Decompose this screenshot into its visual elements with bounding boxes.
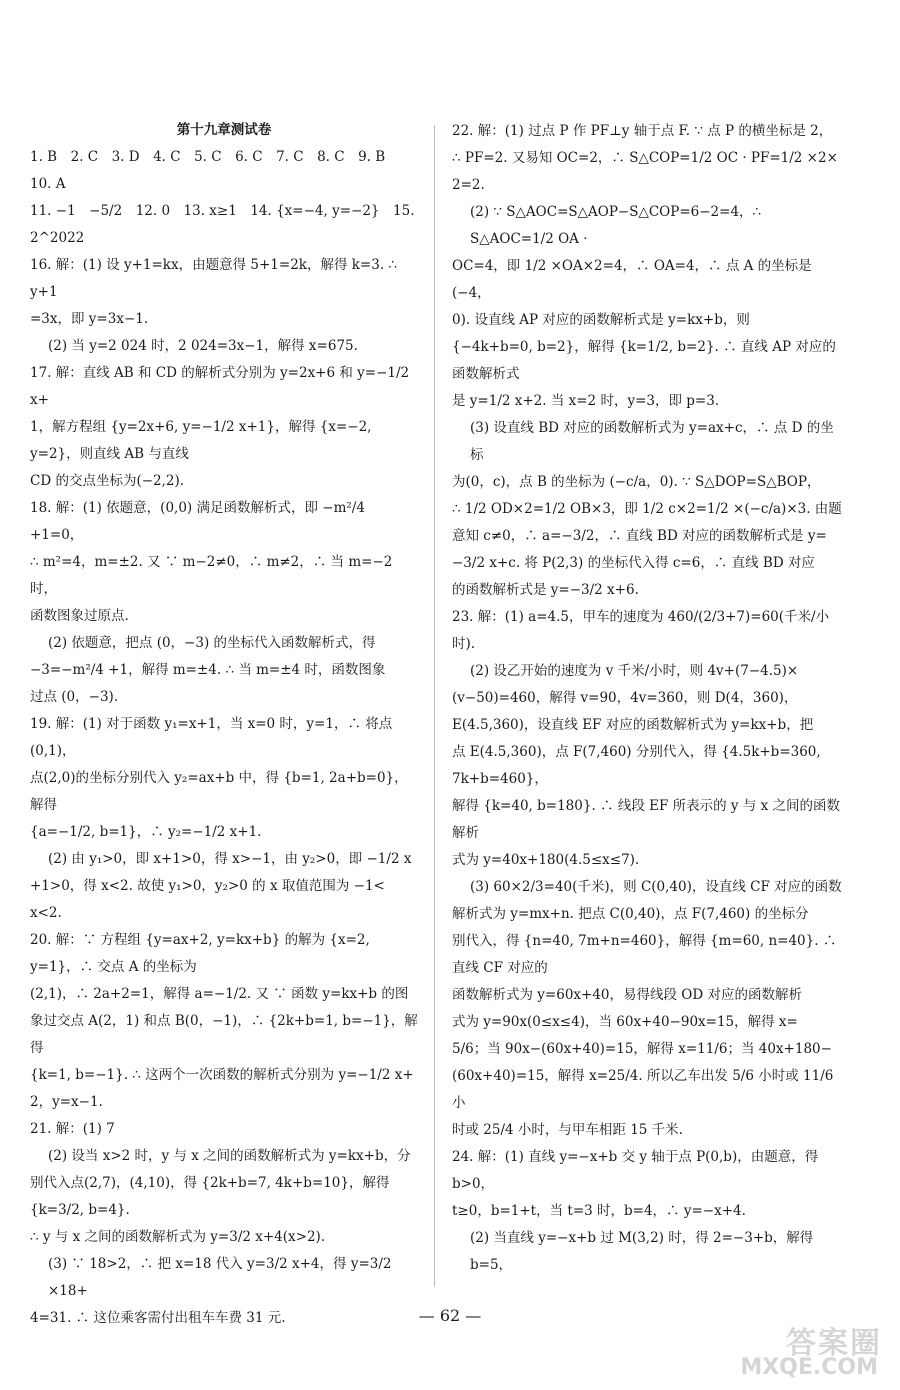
answer-line: 时或 25/4 小时，与甲车相距 15 千米. (452, 1122, 683, 1138)
answer-line: 为(0，c)，点 B 的坐标为 (−c/a，0). ∵ S△DOP=S△BOP， (452, 474, 821, 490)
answer-line: 22. 解：(1) 过点 P 作 PF⊥y 轴于点 F. ∵ 点 P 的横坐标是 2， (452, 123, 833, 139)
answer-line: 是 y=1/2 x+2. 当 x=2 时，y=3，即 p=3. (452, 393, 720, 409)
answer-line: (v−50)=460，解得 v=90，4v=360，则 D(4，360)， (452, 690, 798, 706)
answer-line: 过点 (0，−3). (30, 689, 119, 705)
answer-line: 式为 y=40x+180(4.5≤x≤7). (452, 852, 640, 868)
answer-line: =3x，即 y=3x−1. (30, 311, 149, 327)
answer-line: 函数解析式为 y=60x+40，易得线段 OD 对应的函数解析 (452, 987, 802, 1003)
right-column (452, 118, 844, 1279)
answer-line: x<2. (30, 905, 62, 921)
left-answer-lines (30, 144, 418, 1332)
answer-line: 函数图象过原点. (30, 608, 129, 624)
left-column (30, 118, 418, 1332)
answer-line: {−4k+b=0, b=2}，解得 {k=1/2, b=2}. ∴ 直线 AP 对应的函数解析式 (452, 339, 836, 382)
answer-line: (3) 设直线 BD 对应的函数解析式为 y=ax+c，∴ 点 D 的坐标 (470, 420, 834, 463)
answer-line: 20. 解：∵ 方程组 {y=ax+2, y=kx+b} 的解为 {x=2, y=1}，∴ 交点 A 的坐标为 (30, 932, 375, 975)
watermark-site: MXQE.COM (740, 1355, 878, 1380)
answer-line: 0). 设直线 AP 对应的函数解析式是 y=kx+b，则 (452, 312, 750, 328)
answer-line: 意知 c≠0，∴ a=−3/2，∴ 直线 BD 对应的函数解析式是 y= (452, 528, 827, 544)
answer-line: 解析式为 y=mx+n. 把点 C(0,40)，点 F(7,460) 的坐标分 (452, 906, 809, 922)
answer-line: (2) 设乙开始的速度为 v 千米/小时，则 4v+(7−4.5)× (470, 663, 799, 679)
answer-line: +1>0，得 x<2. 故使 y₁>0，y₂>0 的 x 取值范围为 −1< (30, 878, 385, 894)
answer-line: 点(2,0)的坐标分别代入 y₂=ax+b 中，得 {b=1, 2a+b=0}，解得 (30, 770, 408, 813)
column-divider (434, 125, 435, 1287)
answer-line: ∴ y 与 x 之间的函数解析式为 y=3/2 x+4(x>2). (30, 1229, 326, 1245)
answer-line: ∴ PF=2. 又易知 OC=2，∴ S△COP=1/2 OC · PF=1/2 ×2× (452, 150, 838, 166)
answer-line: (2) ∵ S△AOC=S△AOP−S△COP=6−2=4，∴ S△AOC=1/2 OA · (470, 204, 766, 247)
answer-line: CD 的交点坐标为(−2,2). (30, 473, 185, 489)
answer-line: 24. 解：(1) 直线 y=−x+b 交 y 轴于点 P(0,b)，由题意，得 b>0， (452, 1149, 823, 1192)
answer-line: −3=−m²/4 +1，解得 m=±4. ∴ 当 m=±4 时，函数图象 (30, 662, 386, 678)
answer-line: 2=2. (452, 177, 485, 193)
page-number: — 62 — (418, 1306, 482, 1325)
answer-line: 的函数解析式是 y=−3/2 x+6. (452, 582, 639, 598)
answer-line: (60x+40)=15，解得 x=25/4. 所以乙车出发 5/6 小时或 11/6 小 (452, 1068, 838, 1111)
answer-line: 1，解方程组 {y=2x+6, y=−1/2 x+1}，解得 {x=−2, y=2}，则直线 AB 与直线 (30, 419, 376, 462)
answer-line: ∴ m²=4，m=±2. 又 ∵ m−2≠0，∴ m≠2，∴ 当 m=−2 时， (30, 554, 397, 597)
answer-line: (2) 当直线 y=−x+b 过 M(3,2) 时，得 2=−3+b，解得 b=5， (470, 1230, 818, 1273)
answer-line: (2) 依题意，把点 (0，−3) 的坐标代入函数解析式，得 (48, 635, 376, 651)
answer-line: (3) 60×2/3=40(千米)，则 C(0,40)，设直线 CF 对应的函数 (470, 879, 842, 895)
answer-line: 4=31. ∴ 这位乘客需付出租车车费 31 元. (30, 1310, 286, 1326)
answer-line: 5/6；当 90x−(60x+40)=15，解得 x=11/6；当 40x+180− (452, 1041, 832, 1057)
answer-line: 2，y=x−1. (30, 1094, 103, 1110)
answer-line: OC=4，即 1/2 ×OA×2=4，∴ OA=4，∴ 点 A 的坐标是(−4， (452, 258, 812, 301)
answer-line: (2,1)，∴ 2a+2=1，解得 a=−1/2. 又 ∵ 函数 y=kx+b 的图 (30, 986, 409, 1002)
answer-line: E(4.5,360)，设直线 EF 对应的函数解析式为 y=kx+b，把 (452, 717, 814, 733)
answer-line: 16. 解：(1) 设 y+1=kx，由题意得 5+1=2k，解得 k=3. ∴ y+1 (30, 257, 402, 300)
answer-line: 解得 {k=40, b=180}. ∴ 线段 EF 所表示的 y 与 x 之间的函数解析 (452, 798, 841, 841)
answer-line: 21. 解：(1) 7 (30, 1121, 115, 1137)
answer-line: 1. B 2. C 3. D 4. C 5. C 6. C 7. C 8. C 9. B 10. A (30, 149, 399, 192)
watermark-brand: 答案圈 (786, 1326, 882, 1361)
answer-line: 19. 解：(1) 对于函数 y₁=x+1，当 x=0 时，y=1，∴ 将点(0,1)， (30, 716, 393, 759)
right-answer-lines (452, 118, 844, 1279)
answer-line: ∴ 1/2 OD×2=1/2 OB×3，即 1/2 c×2=1/2 ×(−c/a)×3. 由题 (452, 501, 842, 517)
answer-line: 点 E(4.5,360)，点 F(7,460) 分别代入，得 {4.5k+b=360, 7k+b=460}， (452, 744, 825, 787)
answer-line: 象过交点 A(2，1) 和点 B(0，−1)，∴ {2k+b=1, b=−1}，解得 (30, 1013, 418, 1056)
answer-line: −3/2 x+c. 将 P(2,3) 的坐标代入得 c=6，∴ 直线 BD 对应 (452, 555, 815, 571)
answer-line: (3) ∵ 18>2，∴ 把 x=18 代入 y=3/2 x+4，得 y=3/2 ×18+ (48, 1256, 396, 1299)
answer-line: {a=−1/2, b=1}，∴ y₂=−1/2 x+1. (30, 824, 262, 840)
answer-line: {k=1, b=−1}. ∴ 这两个一次函数的解析式分别为 y=−1/2 x+ (30, 1067, 414, 1083)
answer-line: 11. −1 −5/2 12. 0 13. x≥1 14. {x=−4, y=−2} 15. 2^2022 (30, 203, 419, 246)
answer-line: t≥0，b=1+t，当 t=3 时，b=4，∴ y=−x+4. (452, 1203, 746, 1219)
watermark-logo (712, 1318, 882, 1380)
answer-line: 18. 解：(1) 依题意，(0,0) 满足函数解析式，即 −m²/4 +1=0， (30, 500, 370, 543)
answer-line: 式为 y=90x(0≤x≤4)，当 60x+40−90x=15，解得 x= (452, 1014, 798, 1030)
answer-line: 17. 解：直线 AB 和 CD 的解析式分别为 y=2x+6 和 y=−1/2 x+ (30, 365, 414, 408)
answer-line: (2) 设当 x>2 时，y 与 x 之间的函数解析式为 y=kx+b，分 (48, 1148, 411, 1164)
answer-line: (2) 由 y₁>0，即 x+1>0，得 x>−1，由 y₂>0，即 −1/2 x (48, 851, 412, 867)
page-title: 第十九章测试卷 (176, 122, 272, 138)
answer-line: 别代入，得 {n=40, 7m+n=460}，解得 {m=60, n=40}. ∴ 直线 CF 对应的 (452, 933, 841, 976)
answer-line: 别代入点(2,7)，(4,10)，得 {2k+b=7, 4k+b=10}，解得 {k=3/2, b=4}. (30, 1175, 394, 1218)
answer-line: 23. 解：(1) a=4.5，甲车的速度为 460/(2/3+7)=60(千米/小时). (452, 609, 830, 652)
answer-line: (2) 当 y=2 024 时，2 024=3x−1，解得 x=675. (48, 338, 358, 354)
